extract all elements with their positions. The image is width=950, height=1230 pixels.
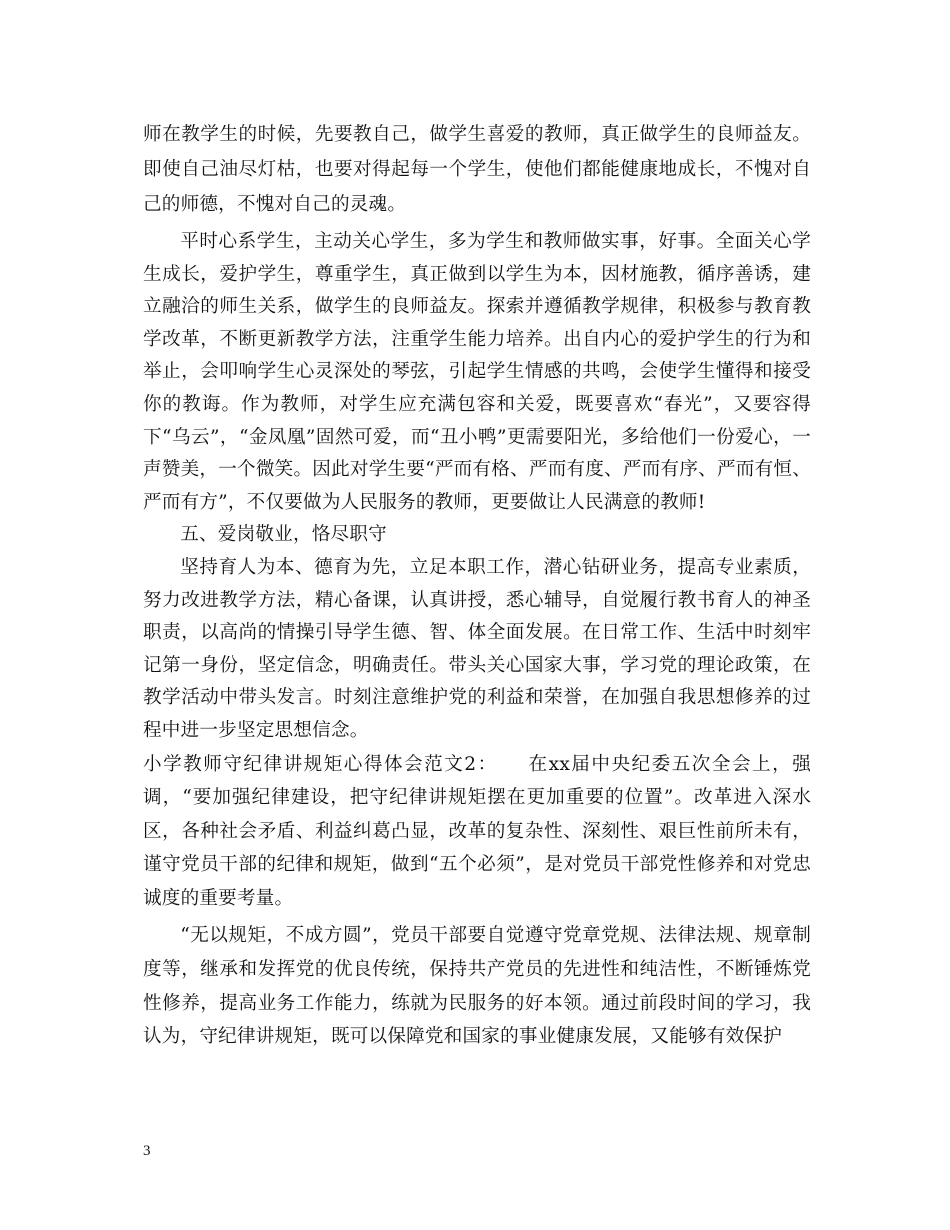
paragraph-education-first: 坚持育人为本、德育为先，立足本职工作，潜心钻研业务，提高专业素质，努力改进教学方法，精心备课，认真讲授，悉心辅导，自觉履行教书育人的神圣职责，以高尚的情操引导学生德、智、体全面发展。在日常工作、生活中时刻牢记第一身份，坚定信念，明确责任。带头关心国家大事，学习党的理论政策，在教学活动中带头发言。时刻注意维护党的利益和荣誉，在加强自我思想修养的过程中进一步坚定思想信念。: [143, 556, 811, 741]
document-body: [143, 117, 811, 1054]
paragraph-care-for-students: 平时心系学生，主动关心学生，多为学生和教师做实事，好事。全面关心学生成长，爱护学生，尊重学生，真正做到以学生为本，因材施教，循序善诱，建立融洽的师生关系，做学生的良师益友。探索并遵循教学规律，积极参与教育教学改革，不断更新教学方法，注重学生能力培养。出自内心的爱护学生的行为和举止，会叩响学生心灵深处的琴弦，引起学生情感的共鸣，会使学生懂得和接受你的教诲。作为教师，对学生应充满包容和关爱，既要喜欢“春光”，又要容得下“乌云”，“金凤凰”固然可爱，而“丑小鸭”更需要阳光，多给他们一份爱心，一声赞美，一个微笑。因此对学生要“严而有格、严而有度、严而有序、严而有恒、严而有方”，不仅要做为人民服务的教师，更要做让人民满意的教师!: [143, 231, 811, 513]
paragraph-continuation: 师在教学生的时候，先要教自己，做学生喜爱的教师，真正做学生的良师益友。即使自己油尽灯枯，也要对得起每一个学生，使他们都能健康地成长，不愧对自己的师德，不愧对自己的灵魂。: [143, 124, 811, 215]
paragraph-sample-essay-2: 小学教师守纪律讲规矩心得体会范文2： 在xx届中央纪委五次全会上，强调，“要加强纪律建设，把守纪律讲规矩摆在更加重要的位置”。改革进入深水区，各种社会矛盾、利益纠葛凸显，改革的复杂性、深刻性、艰巨性前所未有，谨守党员干部的纪律和规矩，做到“五个必须”，是对党员干部党性修养和对党忠诚度的重要考量。: [143, 753, 811, 909]
page-number: 3: [143, 1143, 151, 1159]
section-heading-dedication: 五、爱岗敬业，恪尽职守: [180, 524, 387, 546]
paragraph-rules-and-discipline: “无以规矩，不成方圆”，党员干部要自觉遵守党章党规、法律法规、规章制度等，继承和发挥党的优良传统，保持共产党员的先进性和纯洁性，不断锤炼党性修养，提高业务工作能力，练就为民服务的好本领。通过前段时间的学习，我认为，守纪律讲规矩，既可以保障党和国家的事业健康发展，又能够有效保护: [143, 925, 811, 1048]
